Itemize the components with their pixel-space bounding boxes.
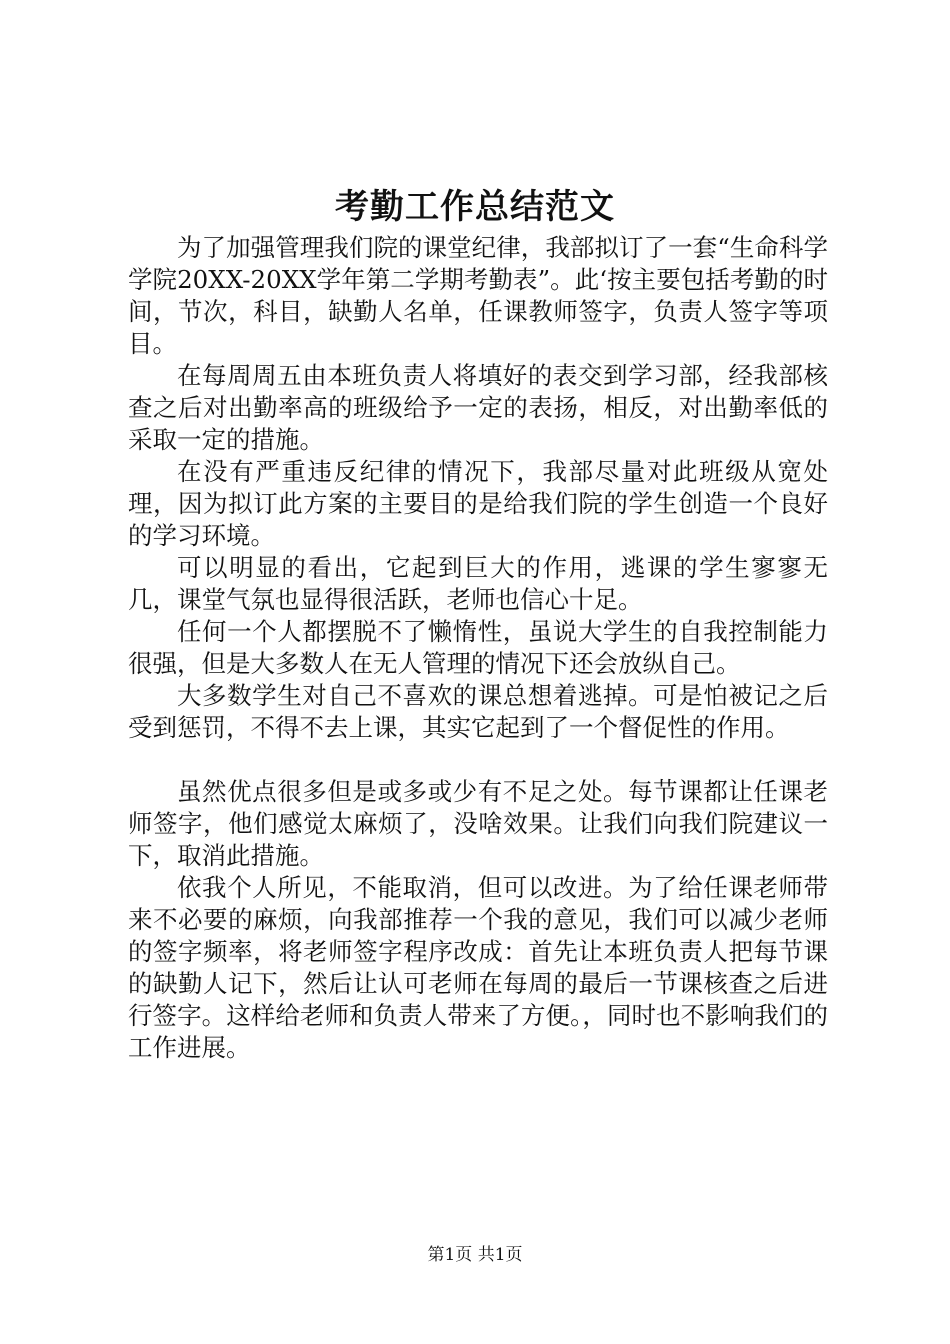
paragraph: 可以明显的看出，它起到巨大的作用，逃课的学生寥寥无几，课堂气氛也显得很活跃，老师也信心十足。 (128, 553, 828, 614)
paragraph: 大多数学生对自己不喜欢的课总想着逃掉。可是怕被记之后受到惩罚，不得不去上课，其实它起到了一个督促性的作用。 (128, 681, 828, 742)
paragraph: 在每周周五由本班负责人将填好的表交到学习部，经我部核查之后对出勤率高的班级给予一定的表扬，相反，对出勤率低的采取一定的措施。 (128, 361, 828, 454)
document-body (128, 232, 828, 1064)
paragraph: 虽然优点很多但是或多或少有不足之处。每节课都让任课老师签字，他们感觉太麻烦了，没啥效果。让我们向我们院建议一下，取消此措施。 (128, 777, 828, 870)
paragraph: 为了加强管理我们院的课堂纪律，我部拟订了一套“生命科学学院20XX-20XX学年第二学期考勤表”。此‘按主要包括考勤的时间，节次，科目，缺勤人名单，任课教师签字，负责人签字等项目。 (128, 233, 828, 358)
paragraph: 任何一个人都摆脱不了懒惰性，虽说大学生的自我控制能力很强，但是大多数人在无人管理的情况下还会放纵自己。 (128, 617, 828, 678)
paragraph: 在没有严重违反纪律的情况下，我部尽量对此班级从宽处理，因为拟订此方案的主要目的是给我们院的学生创造一个良好的学习环境。 (128, 457, 828, 550)
page-title: 考勤工作总结范文 (335, 187, 615, 227)
page-footer: 第1页 共1页 (427, 1245, 523, 1265)
paragraph: 依我个人所见，不能取消，但可以改进。为了给任课老师带来不必要的麻烦，向我部推荐一个我的意见，我们可以减少老师的签字频率，将老师签字程序改成：首先让本班负责人把每节课的缺勤人记下，然后让认可老师在每周的最后一节课核查之后进行签字。这样给老师和负责人带来了方便。，同时也不影响我们的工作进展。 (128, 873, 828, 1062)
